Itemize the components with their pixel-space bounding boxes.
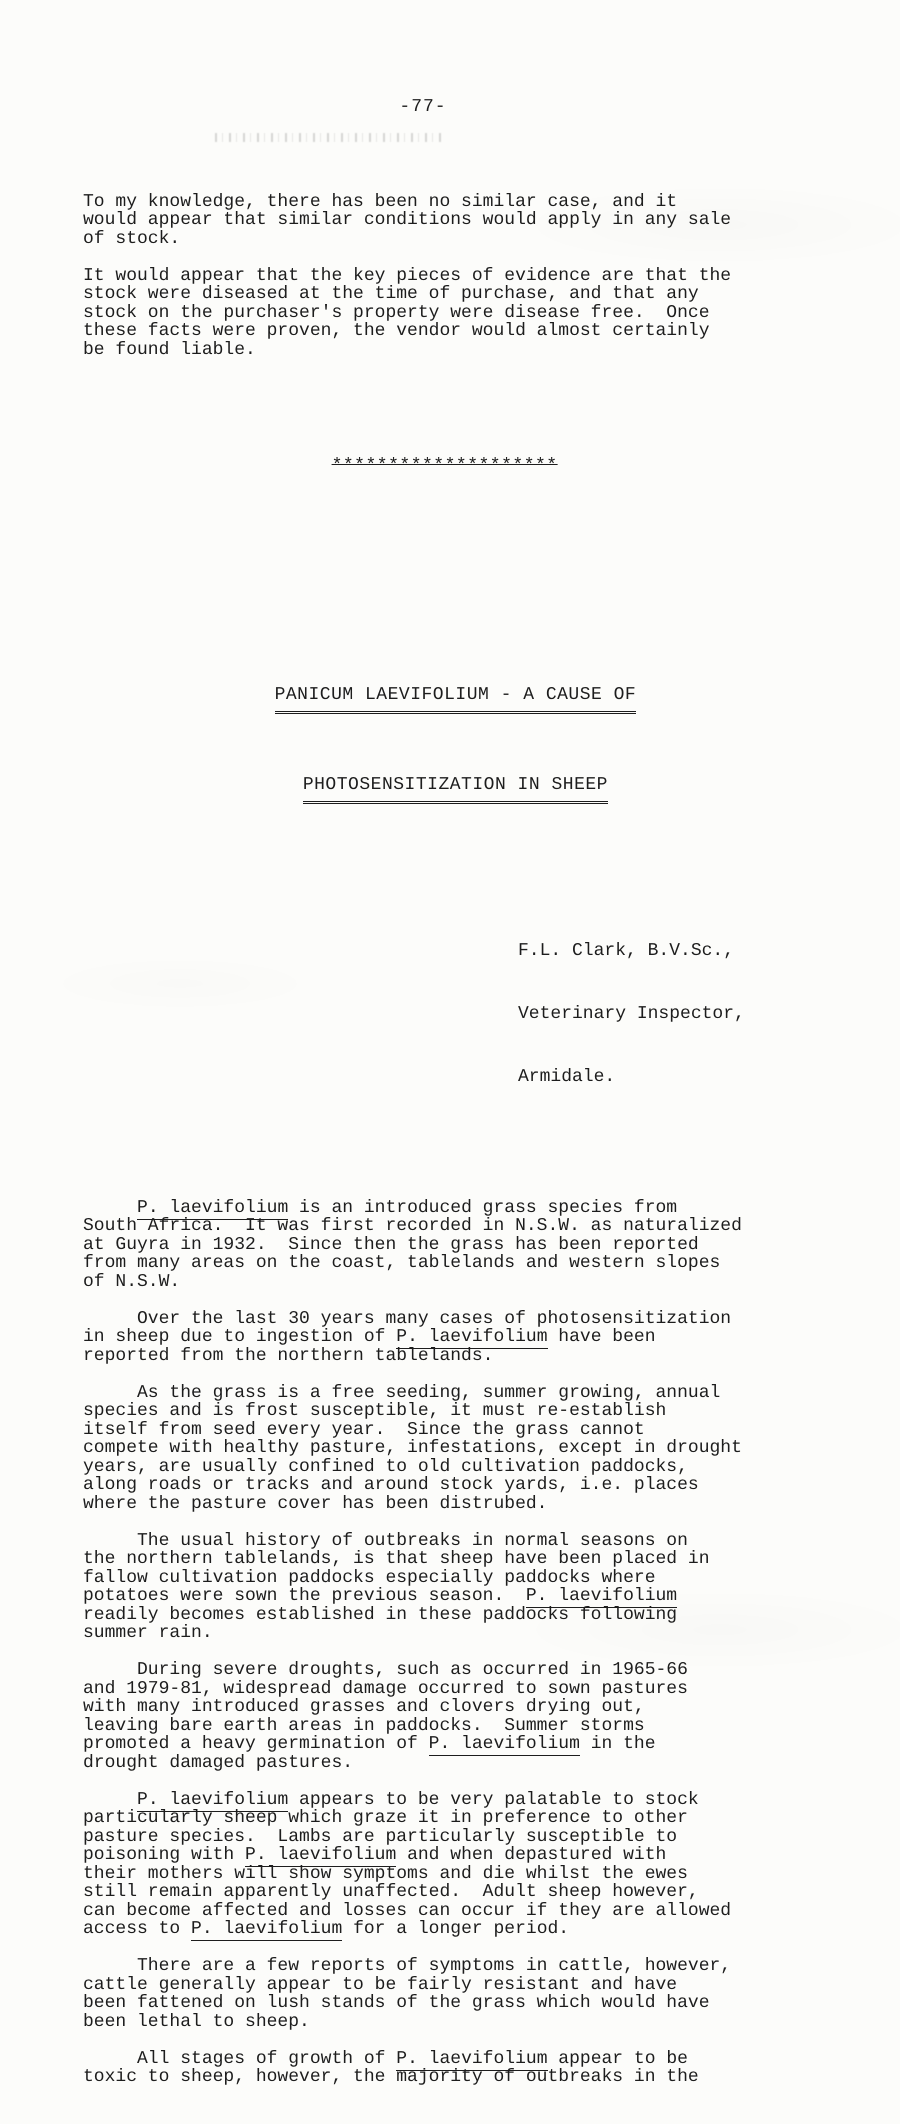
text-line — [83, 1883, 763, 1902]
text-line — [83, 1532, 763, 1551]
underlined-species-name: P. laevifolium — [428, 1734, 580, 1754]
text-segment: from many areas on the coast, tablelands and western slopes — [83, 1253, 721, 1273]
body-paragraphs — [83, 1199, 763, 2087]
text-segment: It would appear that the key pieces of evidence are that the — [83, 265, 732, 286]
text-segment: these facts were proven, the vendor would almost certainly — [83, 321, 710, 341]
text-segment: along roads or tracks and around stock yards, i.e. places — [83, 1475, 699, 1495]
text-line — [83, 1458, 763, 1477]
author-role: Veterinary Inspector, — [518, 1004, 745, 1024]
text-segment: access to — [83, 1919, 192, 1939]
text-line — [83, 1199, 763, 1218]
paragraph — [83, 1310, 763, 1366]
text-line — [83, 1550, 763, 1569]
text-line — [83, 1754, 763, 1773]
article-title-line-2 — [83, 740, 763, 795]
text-segment: There are a few reports of symptoms in cattle, however, — [83, 1956, 732, 1976]
text-line — [83, 1976, 763, 1995]
text-line — [83, 1698, 763, 1717]
text-line — [83, 1347, 763, 1366]
underlined-species-name: P. laevifolium — [396, 2048, 548, 2069]
text-segment: for a longer period. — [342, 1919, 570, 1939]
text-segment: and when depastured with — [396, 1845, 667, 1865]
text-line — [83, 193, 763, 212]
text-line — [83, 267, 763, 286]
text-line — [83, 1384, 763, 1403]
text-segment: As the grass is a free seeding, summer growing, annual — [83, 1382, 721, 1403]
document-content — [83, 42, 763, 2124]
text-line — [83, 1328, 763, 1347]
paragraph — [83, 1791, 763, 1939]
text-segment: in the — [579, 1734, 656, 1754]
text-segment: During severe droughts, such as occurred in 1965-66 — [83, 1660, 688, 1680]
text-segment: at Guyra in 1932. Since then the grass has been reported — [83, 1234, 699, 1255]
article-title-text-1: PANICUM LAEVIFOLIUM - A CAUSE OF — [275, 680, 637, 714]
text-line — [83, 1994, 763, 2013]
text-segment: particularly sheep which graze it in preference to other — [83, 1808, 688, 1828]
text-segment: cattle generally appear to be fairly resistant and have — [83, 1974, 678, 1995]
text-segment: Over the last 30 years many cases of photosensitization — [83, 1308, 732, 1329]
text-segment: can become affected and losses can occur if they are allowed — [83, 1900, 732, 1921]
text-segment: been lethal to sheep. — [83, 2011, 310, 2032]
text-segment: of N.S.W. — [83, 1271, 181, 1292]
text-segment: potatoes were sown the previous season. — [83, 1586, 526, 1606]
text-line — [83, 1310, 763, 1329]
text-line — [83, 1624, 763, 1643]
text-line — [83, 322, 763, 341]
text-segment: species and is frost susceptible, it must re-establish — [83, 1401, 667, 1421]
underlined-species-name: P. laevifolium — [396, 1327, 548, 1347]
paragraph — [83, 1957, 763, 2031]
text-line — [83, 2050, 763, 2069]
text-line — [83, 1680, 763, 1699]
text-line — [83, 1735, 763, 1754]
author-name: F.L. Clark, B.V.Sc., — [518, 941, 735, 961]
paragraph — [83, 267, 763, 360]
text-segment: in sheep due to ingestion of — [83, 1327, 397, 1347]
text-line — [83, 1828, 763, 1847]
text-segment: their mothers will show symptoms and die whilst the ewes — [83, 1863, 688, 1884]
text-segment: would appear that similar conditions would apply in any sale — [83, 210, 732, 230]
text-line — [83, 1606, 763, 1625]
text-segment — [83, 1790, 137, 1810]
text-segment: where the pasture cover has been distrubed. — [83, 1493, 548, 1514]
text-segment: been fattened on lush stands of the grass which would have — [83, 1993, 710, 2013]
text-segment: South Africa. It was first recorded in N.S.W. as naturalized — [83, 1216, 742, 1236]
text-segment: pasture species. Lambs are particularly susceptible to — [83, 1826, 678, 1847]
text-line — [83, 1273, 763, 1292]
text-segment: the northern tablelands, is that sheep have been placed in — [83, 1549, 710, 1569]
text-line — [83, 1254, 763, 1273]
author-block — [518, 899, 763, 1130]
text-line — [83, 230, 763, 249]
asterisk-divider — [83, 439, 763, 495]
text-segment: leaving bare earth areas in paddocks. Summer storms — [83, 1715, 645, 1736]
underlined-species-name: P. laevifolium — [245, 1845, 397, 1865]
text-segment: of stock. — [83, 228, 181, 249]
text-segment: readily becomes established in these paddocks following — [83, 1604, 678, 1625]
text-segment: itself from seed every year. Since the grass cannot — [83, 1419, 645, 1440]
article-title-line-1 — [83, 650, 763, 705]
text-segment: summer rain. — [83, 1623, 213, 1643]
paragraph — [83, 1384, 763, 1514]
underlined-species-name: P. laevifolium — [525, 1586, 678, 1606]
text-line — [83, 1587, 763, 1606]
text-line — [83, 1217, 763, 1236]
text-line — [83, 285, 763, 304]
text-segment: reported from the northern tablelands. — [83, 1345, 494, 1366]
text-segment: compete with healthy pasture, infestations, except in drought — [83, 1438, 742, 1458]
text-segment: fallow cultivation paddocks especially paddocks where — [83, 1567, 656, 1588]
article-title-text-2: PHOTOSENSITIZATION IN SHEEP — [303, 770, 608, 804]
text-segment: poisoning with — [83, 1845, 246, 1865]
text-line — [83, 1439, 763, 1458]
text-segment — [83, 1198, 137, 1218]
text-line — [83, 1495, 763, 1514]
text-segment: be found liable. — [83, 339, 256, 360]
text-segment: All stages of growth of — [83, 2048, 397, 2069]
author-location: Armidale. — [518, 1067, 616, 1087]
text-segment: appear to be — [547, 2048, 688, 2069]
text-segment: appears to be very palatable to stock — [288, 1789, 699, 1810]
text-segment: have been — [547, 1327, 656, 1347]
text-segment: stock were diseased at the time of purchase, and that any — [83, 284, 699, 304]
text-line — [83, 1421, 763, 1440]
text-segment: toxic to sheep, however, the majority of outbreaks in the — [83, 2067, 699, 2087]
text-line — [83, 304, 763, 323]
text-segment: and 1979-81, widespread damage occurred to sown pastures — [83, 1678, 688, 1699]
underlined-species-name: P. laevifolium — [137, 1197, 289, 1218]
text-line — [83, 1236, 763, 1255]
page-number: -77- — [399, 96, 447, 117]
asterisk-divider-text: ******************** — [331, 456, 558, 476]
text-segment: with many introduced grasses and clovers drying out, — [83, 1697, 645, 1717]
paragraph — [83, 1199, 763, 1292]
text-line — [83, 2068, 763, 2087]
text-line — [83, 1865, 763, 1884]
paragraph — [83, 1532, 763, 1643]
text-line — [83, 2013, 763, 2032]
paragraph — [83, 193, 763, 249]
text-line — [83, 1569, 763, 1588]
text-line — [83, 211, 763, 230]
text-line — [83, 1846, 763, 1865]
text-segment: The usual history of outbreaks in normal seasons on — [83, 1530, 688, 1551]
text-segment: still remain apparently unaffected. Adult sheep however, — [83, 1882, 699, 1902]
text-line — [83, 341, 763, 360]
article-title — [83, 590, 763, 830]
paragraph — [83, 2050, 763, 2087]
text-segment: stock on the purchaser's property were disease free. Once — [83, 302, 710, 323]
underlined-species-name: P. laevifolium — [191, 1919, 343, 1939]
intro-paragraphs — [83, 193, 763, 360]
text-line — [83, 1717, 763, 1736]
text-segment: To my knowledge, there has been no similar case, and it — [83, 191, 678, 212]
text-line — [83, 1920, 763, 1939]
text-segment: drought damaged pastures. — [83, 1752, 354, 1773]
text-line — [83, 1957, 763, 1976]
text-line — [83, 1661, 763, 1680]
text-segment: years, are usually confined to old cultivation paddocks, — [83, 1456, 688, 1477]
text-line — [83, 1902, 763, 1921]
text-line — [83, 1476, 763, 1495]
text-line — [83, 1809, 763, 1828]
underlined-species-name: P. laevifolium — [137, 1789, 289, 1810]
text-segment: is an introduced grass species from — [288, 1197, 678, 1218]
paragraph — [83, 1661, 763, 1772]
text-line — [83, 1791, 763, 1810]
text-segment: promoted a heavy germination of — [83, 1734, 429, 1754]
